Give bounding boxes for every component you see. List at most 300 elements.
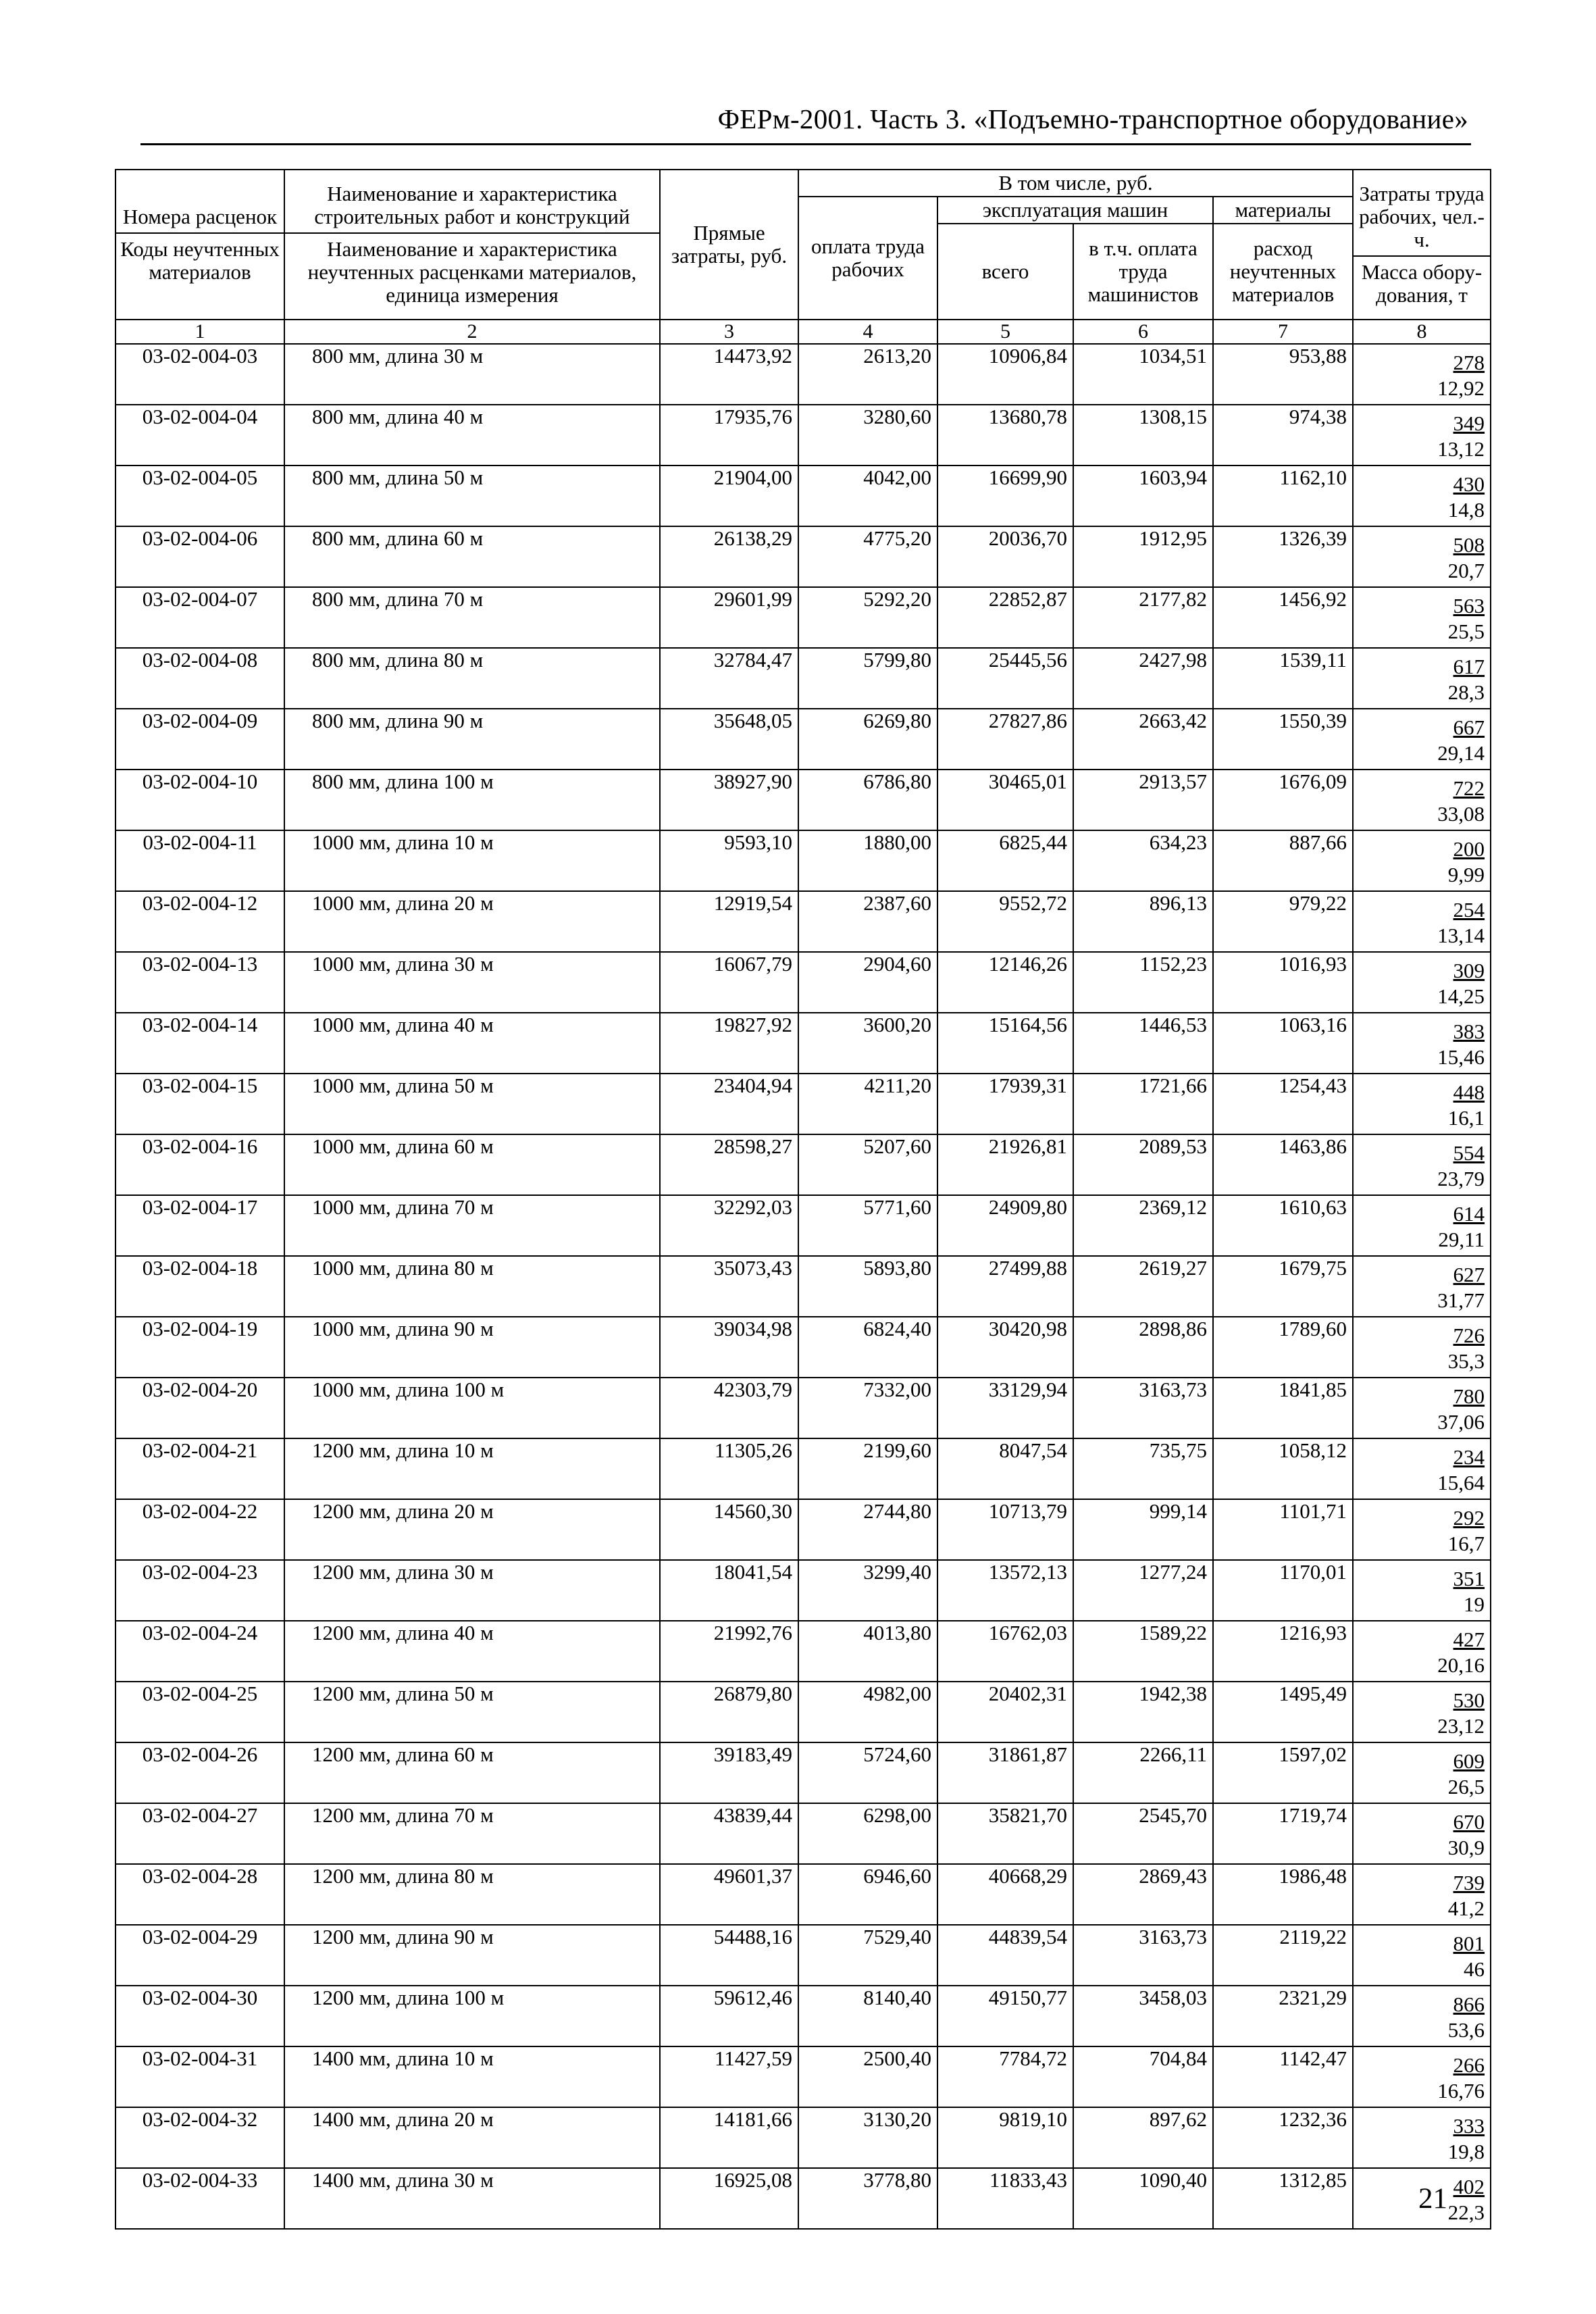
- direct-costs-cell: 14473,92: [660, 344, 798, 405]
- equipment-mass-value: 25,5: [1447, 620, 1485, 643]
- direct-costs-cell: 11427,59: [660, 2046, 798, 2107]
- direct-costs-cell: 21992,76: [660, 1621, 798, 1682]
- page-number: 21: [1418, 2183, 1447, 2215]
- equipment-mass-value: 53,6: [1447, 2018, 1485, 2042]
- worker-pay-cell: 2613,20: [798, 344, 937, 405]
- column-number: 6: [1073, 320, 1213, 344]
- table-body: [115, 344, 1491, 2229]
- operators-pay-cell: 2427,98: [1073, 648, 1213, 709]
- labor-hours-value: 351: [1453, 1567, 1485, 1590]
- machines-total-cell: 30420,98: [937, 1317, 1073, 1378]
- table-row: [115, 1742, 1491, 1803]
- labor-mass-cell: [1353, 1803, 1491, 1864]
- labor-mass-cell: [1353, 466, 1491, 526]
- equipment-mass-value: 9,99: [1447, 863, 1485, 886]
- equipment-mass-value: 29,11: [1438, 1228, 1485, 1251]
- table-row: [115, 1378, 1491, 1438]
- materials-cost-cell: 1254,43: [1213, 1074, 1353, 1134]
- materials-cost-cell: 1063,16: [1213, 1013, 1353, 1074]
- labor-hours-value: 739: [1453, 1871, 1485, 1894]
- machines-total-cell: 12146,26: [937, 952, 1073, 1013]
- materials-cost-cell: 1789,60: [1213, 1317, 1353, 1378]
- materials-cost-cell: 953,88: [1213, 344, 1353, 405]
- worker-pay-cell: 2744,80: [798, 1499, 937, 1560]
- work-name-cell: 1200 мм, длина 70 м: [284, 1803, 660, 1864]
- worker-pay-cell: 5893,80: [798, 1256, 937, 1317]
- operators-pay-cell: 2266,11: [1073, 1742, 1213, 1803]
- table-row: [115, 1134, 1491, 1195]
- labor-hours-value: 349: [1453, 411, 1485, 435]
- labor-hours-value: 402: [1453, 2175, 1485, 2198]
- worker-pay-cell: 5207,60: [798, 1134, 937, 1195]
- header-worker-pay: оплата труда рабочих: [798, 197, 937, 320]
- machines-total-cell: 31861,87: [937, 1742, 1073, 1803]
- equipment-mass-value: 14,8: [1447, 498, 1485, 522]
- equipment-mass-value: 28,3: [1447, 680, 1485, 704]
- rate-code-cell: 03-02-004-09: [115, 709, 284, 770]
- work-name-cell: 800 мм, длина 30 м: [284, 344, 660, 405]
- table-row: [115, 2168, 1491, 2229]
- direct-costs-cell: 49601,37: [660, 1864, 798, 1925]
- labor-mass-cell: [1353, 709, 1491, 770]
- work-name-cell: 1000 мм, длина 20 м: [284, 891, 660, 952]
- labor-hours-value: 530: [1453, 1688, 1485, 1712]
- equipment-mass-value: 16,1: [1447, 1106, 1485, 1130]
- rate-code-cell: 03-02-004-32: [115, 2107, 284, 2168]
- operators-pay-cell: 3163,73: [1073, 1925, 1213, 1986]
- direct-costs-cell: 14560,30: [660, 1499, 798, 1560]
- header-machines-total: всего: [937, 224, 1073, 320]
- rate-code-cell: 03-02-004-21: [115, 1438, 284, 1499]
- labor-mass-cell: [1353, 1256, 1491, 1317]
- operators-pay-cell: 2663,42: [1073, 709, 1213, 770]
- machines-total-cell: 20036,70: [937, 526, 1073, 587]
- direct-costs-cell: 42303,79: [660, 1378, 798, 1438]
- rate-code-cell: 03-02-004-14: [115, 1013, 284, 1074]
- labor-mass-cell: [1353, 1195, 1491, 1256]
- work-name-cell: 1400 мм, длина 10 м: [284, 2046, 660, 2107]
- materials-cost-cell: 1610,63: [1213, 1195, 1353, 1256]
- machines-total-cell: 11833,43: [937, 2168, 1073, 2229]
- materials-cost-cell: 1058,12: [1213, 1438, 1353, 1499]
- labor-mass-cell: [1353, 952, 1491, 1013]
- machines-total-cell: 10713,79: [937, 1499, 1073, 1560]
- table-row: [115, 526, 1491, 587]
- worker-pay-cell: 4013,80: [798, 1621, 937, 1682]
- column-number: 3: [660, 320, 798, 344]
- direct-costs-cell: 35648,05: [660, 709, 798, 770]
- labor-hours-value: 508: [1453, 533, 1485, 557]
- equipment-mass-value: 29,14: [1437, 741, 1485, 765]
- worker-pay-cell: 6824,40: [798, 1317, 937, 1378]
- equipment-mass-value: 16,76: [1437, 2079, 1485, 2103]
- work-name-cell: 1000 мм, длина 40 м: [284, 1013, 660, 1074]
- direct-costs-cell: 39183,49: [660, 1742, 798, 1803]
- direct-costs-cell: 59612,46: [660, 1986, 798, 2046]
- equipment-mass-value: 16,7: [1447, 1532, 1485, 1555]
- direct-costs-cell: 39034,98: [660, 1317, 798, 1378]
- equipment-mass-value: 15,46: [1437, 1045, 1485, 1069]
- operators-pay-cell: 1090,40: [1073, 2168, 1213, 2229]
- machines-total-cell: 13680,78: [937, 405, 1073, 466]
- table-row: [115, 1317, 1491, 1378]
- worker-pay-cell: 7332,00: [798, 1378, 937, 1438]
- work-name-cell: 800 мм, длина 40 м: [284, 405, 660, 466]
- header-including: В том числе, руб.: [798, 170, 1353, 197]
- operators-pay-cell: 1308,15: [1073, 405, 1213, 466]
- table-row: [115, 1013, 1491, 1074]
- labor-mass-cell: [1353, 1682, 1491, 1742]
- header-machines: эксплуатация машин: [937, 197, 1213, 224]
- equipment-mass-value: 22,3: [1447, 2200, 1485, 2224]
- labor-hours-value: 617: [1453, 655, 1485, 678]
- rate-code-cell: 03-02-004-08: [115, 648, 284, 709]
- table-row: [115, 2046, 1491, 2107]
- equipment-mass-value: 41,2: [1447, 1896, 1485, 1920]
- table-row: [115, 1682, 1491, 1742]
- direct-costs-cell: 18041,54: [660, 1560, 798, 1621]
- work-name-cell: 800 мм, длина 60 м: [284, 526, 660, 587]
- column-numbers-row: [115, 320, 1491, 344]
- worker-pay-cell: 2387,60: [798, 891, 937, 952]
- machines-total-cell: 17939,31: [937, 1074, 1073, 1134]
- labor-mass-cell: [1353, 770, 1491, 830]
- column-number: 4: [798, 320, 937, 344]
- column-number: 8: [1353, 320, 1491, 344]
- equipment-mass-value: 23,12: [1437, 1714, 1485, 1738]
- work-name-cell: 1400 мм, длина 20 м: [284, 2107, 660, 2168]
- table-row: [115, 648, 1491, 709]
- machines-total-cell: 16762,03: [937, 1621, 1073, 1682]
- equipment-mass-value: 23,79: [1437, 1167, 1485, 1190]
- work-name-cell: 800 мм, длина 50 м: [284, 466, 660, 526]
- labor-hours-value: 430: [1453, 472, 1485, 496]
- worker-pay-cell: 4775,20: [798, 526, 937, 587]
- rate-code-cell: 03-02-004-24: [115, 1621, 284, 1682]
- work-name-cell: 1000 мм, длина 100 м: [284, 1378, 660, 1438]
- rate-code-cell: 03-02-004-07: [115, 587, 284, 648]
- equipment-mass-value: 13,14: [1437, 924, 1485, 947]
- equipment-mass-value: 30,9: [1447, 1836, 1485, 1859]
- rate-code-cell: 03-02-004-04: [115, 405, 284, 466]
- materials-cost-cell: 1539,11: [1213, 648, 1353, 709]
- materials-cost-cell: 1463,86: [1213, 1134, 1353, 1195]
- labor-mass-cell: [1353, 1074, 1491, 1134]
- direct-costs-cell: 28598,27: [660, 1134, 798, 1195]
- table-row: [115, 344, 1491, 405]
- labor-mass-cell: [1353, 1864, 1491, 1925]
- rate-code-cell: 03-02-004-20: [115, 1378, 284, 1438]
- machines-total-cell: 10906,84: [937, 344, 1073, 405]
- machines-total-cell: 15164,56: [937, 1013, 1073, 1074]
- machines-total-cell: 16699,90: [937, 466, 1073, 526]
- rate-code-cell: 03-02-004-16: [115, 1134, 284, 1195]
- equipment-mass-value: 19: [1464, 1592, 1485, 1616]
- operators-pay-cell: 1942,38: [1073, 1682, 1213, 1742]
- worker-pay-cell: 2500,40: [798, 2046, 937, 2107]
- operators-pay-cell: 2913,57: [1073, 770, 1213, 830]
- header-rule: [140, 143, 1471, 145]
- operators-pay-cell: 896,13: [1073, 891, 1213, 952]
- labor-mass-cell: [1353, 344, 1491, 405]
- direct-costs-cell: 11305,26: [660, 1438, 798, 1499]
- equipment-mass-value: 37,06: [1437, 1410, 1485, 1434]
- equipment-mass-value: 31,77: [1437, 1288, 1485, 1312]
- labor-mass-cell: [1353, 1499, 1491, 1560]
- labor-hours-value: 801: [1453, 1932, 1485, 1955]
- machines-total-cell: 33129,94: [937, 1378, 1073, 1438]
- equipment-mass-value: 12,92: [1437, 376, 1485, 400]
- direct-costs-cell: 16925,08: [660, 2168, 798, 2229]
- rate-code-cell: 03-02-004-26: [115, 1742, 284, 1803]
- machines-total-cell: 30465,01: [937, 770, 1073, 830]
- rate-code-cell: 03-02-004-19: [115, 1317, 284, 1378]
- labor-hours-value: 383: [1453, 1020, 1485, 1043]
- operators-pay-cell: 1277,24: [1073, 1560, 1213, 1621]
- rate-code-cell: 03-02-004-05: [115, 466, 284, 526]
- equipment-mass-value: 20,7: [1447, 559, 1485, 582]
- equipment-mass-value: 19,8: [1447, 2140, 1485, 2163]
- materials-cost-cell: 1550,39: [1213, 709, 1353, 770]
- work-name-cell: 800 мм, длина 70 м: [284, 587, 660, 648]
- labor-mass-cell: [1353, 1317, 1491, 1378]
- labor-mass-cell: [1353, 1013, 1491, 1074]
- labor-hours-value: 563: [1453, 594, 1485, 618]
- direct-costs-cell: 54488,16: [660, 1925, 798, 1986]
- work-name-cell: 1200 мм, длина 40 м: [284, 1621, 660, 1682]
- worker-pay-cell: 6298,00: [798, 1803, 937, 1864]
- page-header: ФЕРм-2001. Часть 3. «Подъемно-транспортное оборудование»: [717, 103, 1468, 134]
- table-row: [115, 1621, 1491, 1682]
- materials-cost-cell: 2321,29: [1213, 1986, 1353, 2046]
- table-row: [115, 770, 1491, 830]
- labor-hours-value: 278: [1453, 351, 1485, 374]
- operators-pay-cell: 897,62: [1073, 2107, 1213, 2168]
- materials-cost-cell: 1597,02: [1213, 1742, 1353, 1803]
- equipment-mass-value: 15,64: [1437, 1471, 1485, 1494]
- operators-pay-cell: 704,84: [1073, 2046, 1213, 2107]
- table-row: [115, 1499, 1491, 1560]
- labor-hours-value: 234: [1453, 1445, 1485, 1469]
- machines-total-cell: 21926,81: [937, 1134, 1073, 1195]
- direct-costs-cell: 16067,79: [660, 952, 798, 1013]
- materials-cost-cell: 1495,49: [1213, 1682, 1353, 1742]
- rate-code-cell: 03-02-004-28: [115, 1864, 284, 1925]
- worker-pay-cell: 3130,20: [798, 2107, 937, 2168]
- operators-pay-cell: 1034,51: [1073, 344, 1213, 405]
- work-name-cell: 1000 мм, длина 30 м: [284, 952, 660, 1013]
- worker-pay-cell: 5724,60: [798, 1742, 937, 1803]
- rates-table: [115, 169, 1491, 2230]
- rate-code-cell: 03-02-004-17: [115, 1195, 284, 1256]
- rate-code-cell: 03-02-004-23: [115, 1560, 284, 1621]
- work-name-cell: 1200 мм, длина 10 м: [284, 1438, 660, 1499]
- materials-cost-cell: 1326,39: [1213, 526, 1353, 587]
- rate-code-cell: 03-02-004-31: [115, 2046, 284, 2107]
- labor-mass-cell: [1353, 587, 1491, 648]
- rate-code-cell: 03-02-004-22: [115, 1499, 284, 1560]
- table-row: [115, 1864, 1491, 1925]
- materials-cost-cell: 1216,93: [1213, 1621, 1353, 1682]
- table-row: [115, 1256, 1491, 1317]
- materials-cost-cell: 1170,01: [1213, 1560, 1353, 1621]
- header-unaccounted-materials: расход неучтенных материалов: [1213, 224, 1353, 320]
- materials-cost-cell: 1679,75: [1213, 1256, 1353, 1317]
- labor-hours-value: 427: [1453, 1628, 1485, 1651]
- work-name-cell: 1200 мм, длина 90 м: [284, 1925, 660, 1986]
- header-codes: Номера расценок Коды неучтенных материалов: [115, 170, 284, 320]
- column-number: 1: [115, 320, 284, 344]
- work-name-cell: 800 мм, длина 90 м: [284, 709, 660, 770]
- materials-cost-cell: 2119,22: [1213, 1925, 1353, 1986]
- labor-mass-cell: [1353, 2107, 1491, 2168]
- direct-costs-cell: 32784,47: [660, 648, 798, 709]
- direct-costs-cell: 26879,80: [660, 1682, 798, 1742]
- machines-total-cell: 6825,44: [937, 830, 1073, 891]
- table-row: [115, 2107, 1491, 2168]
- labor-hours-value: 309: [1453, 959, 1485, 982]
- labor-mass-cell: [1353, 405, 1491, 466]
- work-name-cell: 1000 мм, длина 80 м: [284, 1256, 660, 1317]
- materials-cost-cell: 1986,48: [1213, 1864, 1353, 1925]
- rate-code-cell: 03-02-004-12: [115, 891, 284, 952]
- direct-costs-cell: 32292,03: [660, 1195, 798, 1256]
- worker-pay-cell: 6269,80: [798, 709, 937, 770]
- work-name-cell: 800 мм, длина 80 м: [284, 648, 660, 709]
- table-row: [115, 1803, 1491, 1864]
- worker-pay-cell: 4042,00: [798, 466, 937, 526]
- worker-pay-cell: 5292,20: [798, 587, 937, 648]
- worker-pay-cell: 8140,40: [798, 1986, 937, 2046]
- table-row: [115, 1986, 1491, 2046]
- operators-pay-cell: 3163,73: [1073, 1378, 1213, 1438]
- operators-pay-cell: 634,23: [1073, 830, 1213, 891]
- labor-mass-cell: [1353, 1742, 1491, 1803]
- work-name-cell: 1200 мм, длина 80 м: [284, 1864, 660, 1925]
- labor-mass-cell: [1353, 1560, 1491, 1621]
- labor-hours-value: 670: [1453, 1810, 1485, 1834]
- machines-total-cell: 27827,86: [937, 709, 1073, 770]
- direct-costs-cell: 29601,99: [660, 587, 798, 648]
- worker-pay-cell: 6946,60: [798, 1864, 937, 1925]
- operators-pay-cell: 2898,86: [1073, 1317, 1213, 1378]
- labor-mass-cell: [1353, 1925, 1491, 1986]
- work-name-cell: 1200 мм, длина 100 м: [284, 1986, 660, 2046]
- header-labor-mass: Затраты труда рабочих, чел.-ч. Масса обору-дования, т: [1353, 170, 1491, 320]
- materials-cost-cell: 887,66: [1213, 830, 1353, 891]
- work-name-cell: 1000 мм, длина 50 м: [284, 1074, 660, 1134]
- direct-costs-cell: 38927,90: [660, 770, 798, 830]
- labor-mass-cell: [1353, 830, 1491, 891]
- rate-code-cell: 03-02-004-30: [115, 1986, 284, 2046]
- materials-cost-cell: 974,38: [1213, 405, 1353, 466]
- machines-total-cell: 24909,80: [937, 1195, 1073, 1256]
- rate-code-cell: 03-02-004-27: [115, 1803, 284, 1864]
- labor-mass-cell: [1353, 1986, 1491, 2046]
- worker-pay-cell: 3600,20: [798, 1013, 937, 1074]
- materials-cost-cell: 1162,10: [1213, 466, 1353, 526]
- materials-cost-cell: 1142,47: [1213, 2046, 1353, 2107]
- table-row: [115, 952, 1491, 1013]
- direct-costs-cell: 43839,44: [660, 1803, 798, 1864]
- machines-total-cell: 9552,72: [937, 891, 1073, 952]
- labor-hours-value: 627: [1453, 1263, 1485, 1286]
- labor-hours-value: 614: [1453, 1202, 1485, 1226]
- direct-costs-cell: 21904,00: [660, 466, 798, 526]
- rate-code-cell: 03-02-004-03: [115, 344, 284, 405]
- materials-cost-cell: 1841,85: [1213, 1378, 1353, 1438]
- direct-costs-cell: 12919,54: [660, 891, 798, 952]
- machines-total-cell: 27499,88: [937, 1256, 1073, 1317]
- work-name-cell: 1400 мм, длина 30 м: [284, 2168, 660, 2229]
- table-row: [115, 587, 1491, 648]
- direct-costs-cell: 26138,29: [660, 526, 798, 587]
- labor-hours-value: 200: [1453, 837, 1485, 861]
- labor-mass-cell: [1353, 1134, 1491, 1195]
- operators-pay-cell: 2869,43: [1073, 1864, 1213, 1925]
- labor-hours-value: 554: [1453, 1141, 1485, 1165]
- machines-total-cell: 7784,72: [937, 2046, 1073, 2107]
- materials-cost-cell: 1232,36: [1213, 2107, 1353, 2168]
- table-row: [115, 891, 1491, 952]
- direct-costs-cell: 19827,92: [660, 1013, 798, 1074]
- table-row: [115, 830, 1491, 891]
- operators-pay-cell: 1152,23: [1073, 952, 1213, 1013]
- column-number: 2: [284, 320, 660, 344]
- work-name-cell: 1000 мм, длина 70 м: [284, 1195, 660, 1256]
- work-name-cell: 1200 мм, длина 20 м: [284, 1499, 660, 1560]
- rate-code-cell: 03-02-004-25: [115, 1682, 284, 1742]
- labor-mass-cell: [1353, 1621, 1491, 1682]
- header-names: Наименование и характеристика строительных работ и конструкций Наименование и характеристика неучтенных расценками материалов, единица измерения: [284, 170, 660, 320]
- worker-pay-cell: 1880,00: [798, 830, 937, 891]
- materials-cost-cell: 1456,92: [1213, 587, 1353, 648]
- labor-hours-value: 780: [1453, 1384, 1485, 1408]
- operators-pay-cell: 2177,82: [1073, 587, 1213, 648]
- operators-pay-cell: 1912,95: [1073, 526, 1213, 587]
- worker-pay-cell: 2199,60: [798, 1438, 937, 1499]
- operators-pay-cell: 1603,94: [1073, 466, 1213, 526]
- machines-total-cell: 22852,87: [937, 587, 1073, 648]
- labor-hours-value: 726: [1453, 1324, 1485, 1347]
- labor-mass-cell: [1353, 1438, 1491, 1499]
- rate-code-cell: 03-02-004-18: [115, 1256, 284, 1317]
- labor-mass-cell: [1353, 648, 1491, 709]
- rate-code-cell: 03-02-004-33: [115, 2168, 284, 2229]
- machines-total-cell: 49150,77: [937, 1986, 1073, 2046]
- equipment-mass-value: 46: [1464, 1957, 1485, 1981]
- table-row: [115, 709, 1491, 770]
- machines-total-cell: 20402,31: [937, 1682, 1073, 1742]
- worker-pay-cell: 6786,80: [798, 770, 937, 830]
- direct-costs-cell: 23404,94: [660, 1074, 798, 1134]
- machines-total-cell: 8047,54: [937, 1438, 1073, 1499]
- worker-pay-cell: 3778,80: [798, 2168, 937, 2229]
- equipment-mass-value: 20,16: [1437, 1653, 1485, 1677]
- labor-hours-value: 292: [1453, 1506, 1485, 1530]
- worker-pay-cell: 2904,60: [798, 952, 937, 1013]
- equipment-mass-value: 14,25: [1437, 984, 1485, 1008]
- direct-costs-cell: 17935,76: [660, 405, 798, 466]
- worker-pay-cell: 3299,40: [798, 1560, 937, 1621]
- table-row: [115, 1074, 1491, 1134]
- header-operators-pay: в т.ч. оплата труда машинистов: [1073, 224, 1213, 320]
- table-header: [115, 170, 1491, 344]
- labor-hours-value: 866: [1453, 1992, 1485, 2016]
- machines-total-cell: 44839,54: [937, 1925, 1073, 1986]
- rate-code-cell: 03-02-004-29: [115, 1925, 284, 1986]
- labor-hours-value: 722: [1453, 776, 1485, 800]
